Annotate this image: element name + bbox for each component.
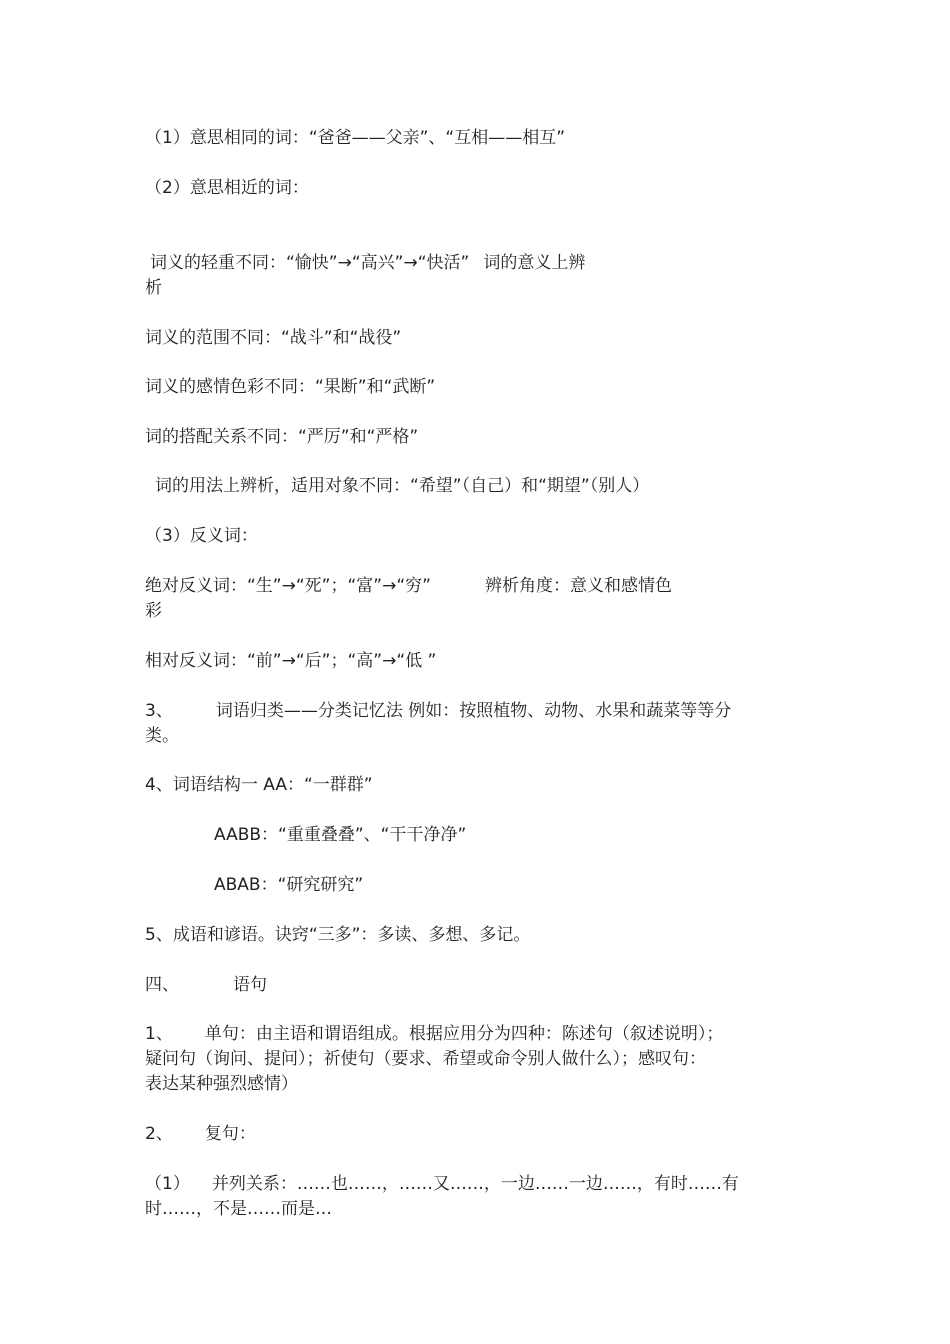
line-classification-cont: 类。 — [145, 726, 179, 746]
line-absolute-antonyms-cont: 彩 — [145, 601, 162, 621]
item-number-1: 1、 — [145, 1024, 173, 1044]
line-synonyms-near: （2）意思相近的词： — [145, 178, 309, 198]
line-structure-aa: 4、词语结构一 AA：“一群群” — [145, 775, 373, 795]
simple-sentence-text: 单句：由主语和谓语组成。根据应用分为四种：陈述句（叙述说明）； — [204, 1024, 724, 1044]
line-classification — [145, 699, 810, 723]
complex-sentence-label: 复句： — [204, 1124, 256, 1144]
absolute-antonyms-text: 绝对反义词：“生”→“死”；“富”→“穷” — [145, 576, 431, 596]
item-number-paren-1: （1） — [145, 1174, 190, 1194]
line-usage: 词的用法上辨析，适用对象不同：“希望”（自己）和“期望”（别人） — [155, 476, 650, 496]
section-number-4: 四、 — [145, 975, 179, 995]
classification-text: 词语归类——分类记忆法 例如：按照植物、动物、水果和蔬菜等等分 — [215, 701, 732, 721]
line-parallel-relation-cont: 时……，不是……而是… — [145, 1199, 332, 1219]
line-simple-sentence-cont1: 疑问句（询问、提问）；祈使句（要求、希望或命令别人做什么）；感叹句： — [145, 1049, 706, 1069]
line-idioms: 5、成语和谚语。诀窍“三多”：多读、多想、多记。 — [145, 925, 531, 945]
item-number-2: 2、 — [145, 1124, 173, 1144]
meaning-distinction-label: 词的意义上辨 — [483, 253, 586, 273]
line-meaning-weight — [150, 251, 815, 275]
line-structure-abab: ABAB：“研究研究” — [214, 875, 364, 895]
line-simple-sentence-cont2: 表达某种强烈感情） — [145, 1074, 298, 1094]
line-synonyms-same: （1）意思相同的词：“爸爸——父亲”、“互相——相互” — [145, 128, 566, 148]
meaning-weight-text: 词义的轻重不同：“愉快”→“高兴”→“快活” — [150, 253, 470, 273]
line-absolute-antonyms — [145, 574, 810, 598]
line-section-sentences — [145, 973, 810, 997]
line-parallel-relation — [145, 1172, 810, 1196]
item-number-3: 3、 — [145, 701, 173, 721]
analysis-angle-text: 辨析角度：意义和感情色 — [484, 576, 672, 596]
parallel-relation-text: 并列关系：……也……，……又……，一边……一边……，有时……有 — [211, 1174, 739, 1194]
line-complex-sentence — [145, 1122, 810, 1146]
line-collocation: 词的搭配关系不同：“严厉”和“严格” — [145, 427, 419, 447]
line-structure-aabb: AABB：“重重叠叠”、“干干净净” — [214, 825, 467, 845]
line-emotion-color: 词义的感情色彩不同：“果断”和“武断” — [145, 377, 436, 397]
line-meaning-scope: 词义的范围不同：“战斗”和“战役” — [145, 328, 402, 348]
line-relative-antonyms: 相对反义词：“前”→“后”；“高”→“低 ” — [145, 651, 437, 671]
line-simple-sentence — [145, 1022, 810, 1046]
section-title-sentences: 语句 — [233, 975, 267, 995]
line-meaning-weight-cont: 析 — [145, 278, 162, 298]
line-antonyms: （3）反义词： — [145, 526, 258, 546]
